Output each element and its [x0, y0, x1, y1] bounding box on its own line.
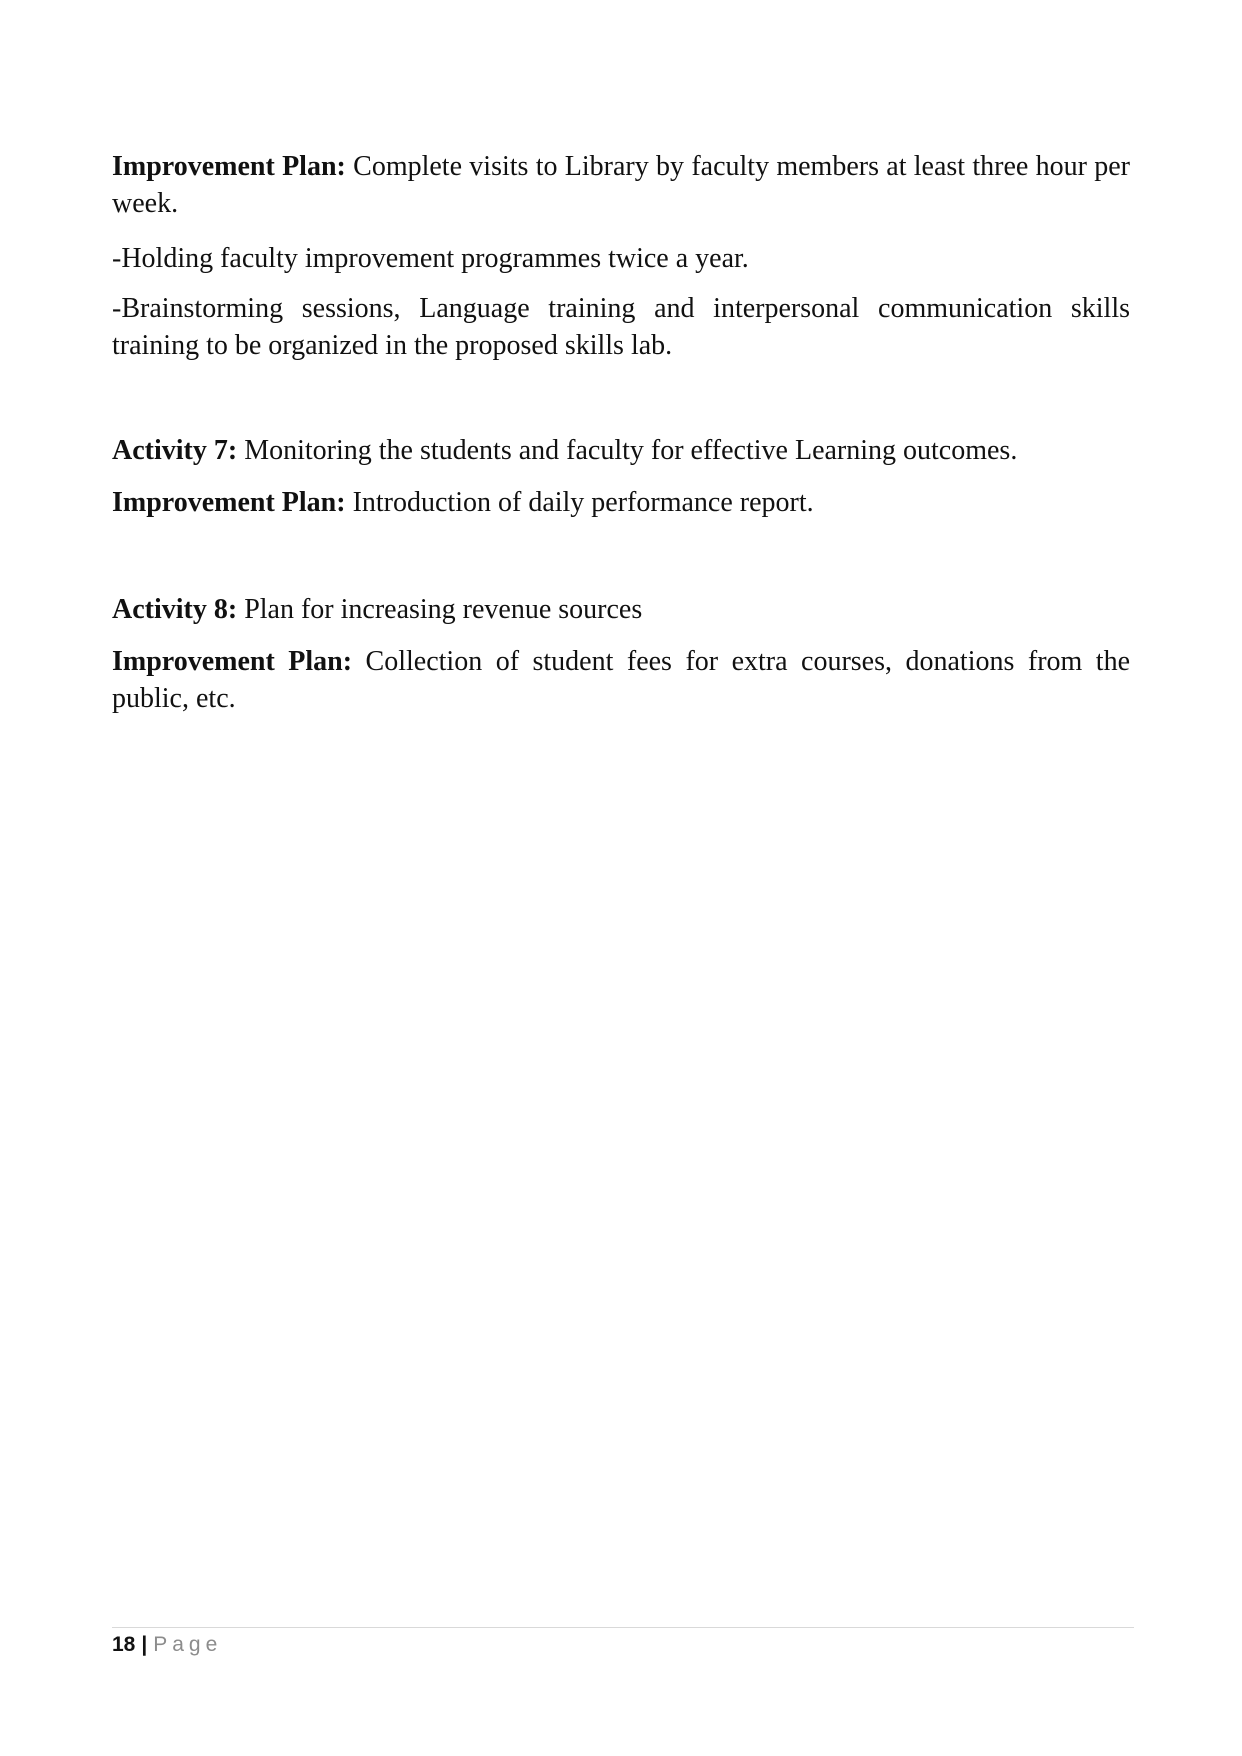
brainstorming-item [112, 290, 1130, 364]
paragraph-text: Collection of student fees for extra courses, donations from the public, etc. [112, 646, 1130, 714]
paragraph-text: -Holding faculty improvement programmes twice a year. [112, 243, 749, 274]
paragraph-text: Plan for increasing revenue sources [237, 594, 643, 625]
faculty-programmes-item [112, 240, 1130, 277]
footer-separator: | [141, 1633, 148, 1656]
paragraph-label: Activity 7: [112, 435, 238, 466]
improvement-plan-performance [112, 484, 1130, 521]
paragraph-text: -Brainstorming sessions, Language training and interpersonal communication skills training to be organized in the proposed skills lab. [112, 293, 1130, 361]
paragraph-text: Complete visits to Library by faculty members at least three hour per week. [112, 151, 1130, 219]
footer-divider [112, 1627, 1134, 1628]
activity-8 [112, 591, 1130, 628]
page-footer [112, 1630, 222, 1660]
paragraph-label: Improvement Plan: [112, 151, 346, 182]
paragraph-text: Monitoring the students and faculty for effective Learning outcomes. [237, 435, 1018, 466]
paragraph-label: Improvement Plan: [112, 646, 353, 677]
paragraph-label: Improvement Plan: [112, 487, 346, 518]
paragraph-text: Introduction of daily performance report. [345, 487, 814, 518]
improvement-plan-revenue [112, 643, 1130, 717]
paragraph-label: Activity 8: [112, 594, 238, 625]
improvement-plan-library [112, 148, 1130, 222]
page-number: 18 [112, 1633, 136, 1656]
page-word: Page [153, 1633, 223, 1656]
activity-7 [112, 432, 1130, 469]
